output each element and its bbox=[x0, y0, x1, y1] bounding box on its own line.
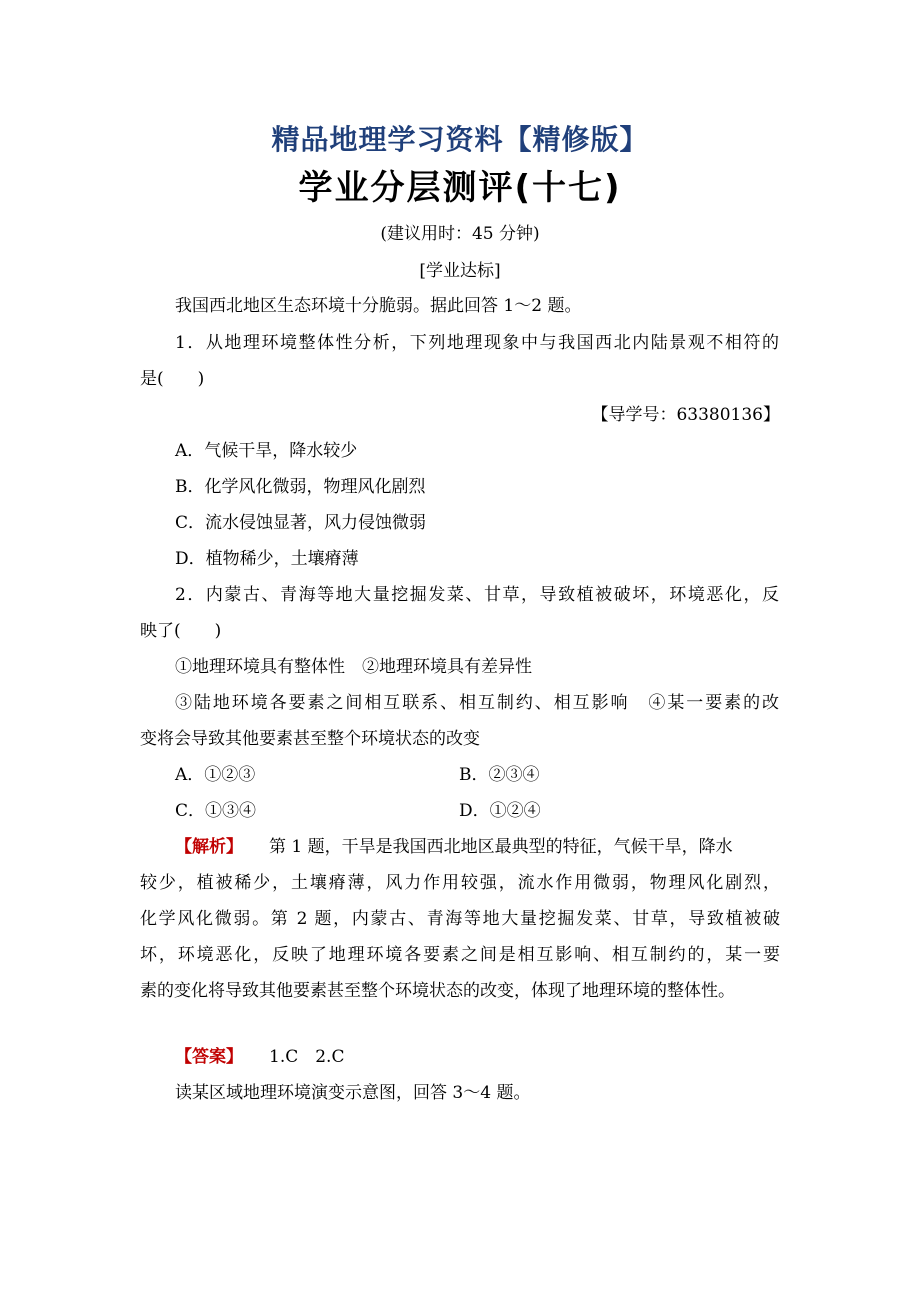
question-2-line-1: 2．内蒙古、青海等地大量挖掘发菜、甘草，导致植被破坏，环境恶化，反 bbox=[175, 585, 779, 605]
q2-option-c: C．①③④ bbox=[175, 801, 257, 821]
question-1-line-2: 是( ) bbox=[140, 369, 205, 389]
q1-option-b: B．化学风化微弱，物理风化剧烈 bbox=[175, 477, 426, 497]
intro-text-2: 读某区域地理环境演变示意图，回答 3～4 题。 bbox=[175, 1083, 531, 1103]
q2-statement-2: ③陆地环境各要素之间相互联系、相互制约、相互影响 ④某一要素的改 bbox=[175, 693, 779, 713]
q2-statement-3: 变将会导致其他要素甚至整个环境状态的改变 bbox=[140, 729, 480, 749]
time-hint: (建议用时：45 分钟) bbox=[380, 224, 540, 244]
q1-option-a: A．气候干旱，降水较少 bbox=[175, 441, 358, 461]
analysis-text-1: 第 1 题，干旱是我国西北地区最典型的特征，气候干旱，降水 bbox=[269, 837, 733, 857]
q1-option-c: C．流水侵蚀显著，风力侵蚀微弱 bbox=[175, 513, 427, 533]
answer-text: 1.C 2.C bbox=[269, 1047, 345, 1067]
analysis-text-3: 化学风化微弱。第 2 题，内蒙古、青海等地大量挖掘发菜、甘草，导致植被破 bbox=[140, 909, 780, 929]
answer-label: 【答案】 bbox=[175, 1047, 243, 1067]
q2-statement-1: ①地理环境具有整体性 ②地理环境具有差异性 bbox=[175, 657, 532, 677]
section-heading: [学业达标] bbox=[419, 261, 501, 281]
q2-option-a: A．①②③ bbox=[175, 765, 256, 785]
analysis-text-4: 坏，环境恶化，反映了地理环境各要素之间是相互影响、相互制约的，某一要 bbox=[140, 945, 780, 965]
answer-line bbox=[175, 1045, 344, 1069]
intro-text: 我国西北地区生态环境十分脆弱。据此回答 1～2 题。 bbox=[175, 296, 582, 316]
analysis-label: 【解析】 bbox=[175, 837, 243, 857]
page-title: 学业分层测评(十七) bbox=[298, 168, 622, 208]
question-2-line-2: 映了( ) bbox=[140, 621, 222, 641]
analysis-text-5: 素的变化将导致其他要素甚至整个环境状态的改变，体现了地理环境的整体性。 bbox=[140, 981, 735, 1001]
analysis-first-line bbox=[175, 835, 733, 859]
header-banner: 精品地理学习资料【精修版】 bbox=[271, 123, 649, 156]
question-1-line-1: 1．从地理环境整体性分析，下列地理现象中与我国西北内陆景观不相符的 bbox=[175, 333, 779, 353]
q1-option-d: D．植物稀少，土壤瘠薄 bbox=[175, 549, 359, 569]
q2-option-b: B．②③④ bbox=[459, 765, 540, 785]
analysis-text-2: 较少，植被稀少，土壤瘠薄，风力作用较强，流水作用微弱，物理风化剧烈， bbox=[140, 873, 780, 893]
q2-option-d: D．①②④ bbox=[459, 801, 541, 821]
guide-number: 【导学号：63380136】 bbox=[591, 405, 780, 425]
